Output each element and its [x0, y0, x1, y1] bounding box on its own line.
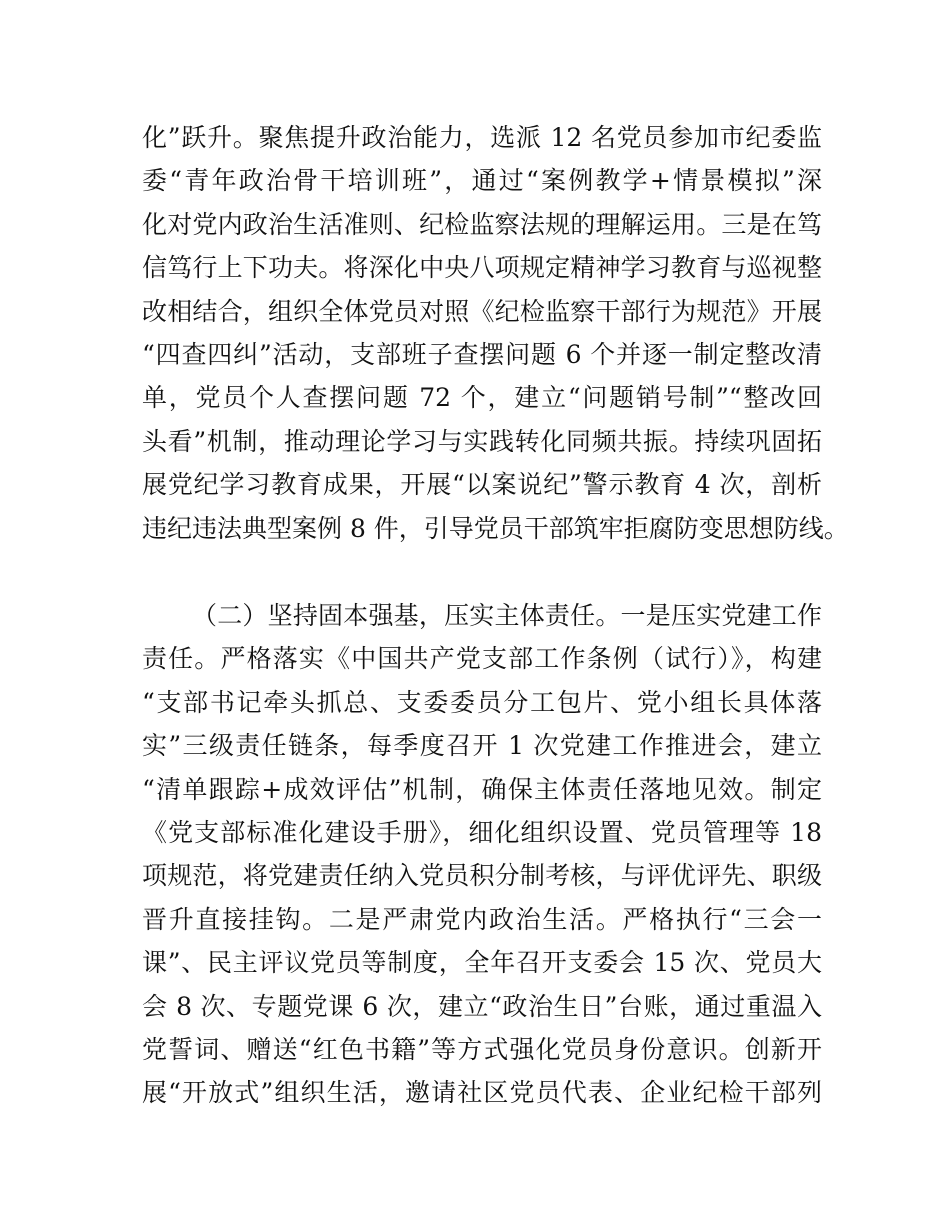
paragraph-line: 《党支部标准化建设手册》，细化组织设置、党员管理等 18: [142, 817, 822, 847]
paragraph-line: 头看”机制，推动理论学习与实践转化同频共振。持续巩固拓: [142, 426, 822, 456]
paragraph-line: 实”三级责任链条，每季度召开 1 次党建工作推进会，建立: [142, 731, 822, 761]
paragraph-line: 党誓词、赠送“红色书籍”等方式强化党员身份意识。创新开: [142, 1034, 822, 1064]
paragraph-line: 展党纪学习教育成果，开展“以案说纪”警示教育 4 次，剖析: [142, 470, 822, 500]
paragraph-line: 会 8 次、专题党课 6 次，建立“政治生日”台账，通过重温入: [142, 991, 822, 1021]
paragraph-2: [142, 594, 822, 1115]
paragraph-line: “清单跟踪+成效评估”机制，确保主体责任落地见效。制定: [142, 774, 822, 804]
paragraph-line: 违纪违法典型案例 8 件，引导党员干部筑牢拒腐防变思想防线。: [142, 513, 849, 543]
paragraph-line: 责任。严格落实《中国共产党支部工作条例（试行）》，构建: [142, 644, 822, 674]
paragraph-line: 改相结合，组织全体党员对照《纪检监察干部行为规范》开展: [142, 296, 822, 326]
paragraph-line: 单，党员个人查摆问题 72 个，建立“问题销号制”“整改回: [142, 383, 822, 413]
paragraph-line: 信笃行上下功夫。将深化中央八项规定精神学习教育与巡视整: [142, 253, 822, 283]
paragraph-line: “四查四纠”活动，支部班子查摆问题 6 个并逐一制定整改清: [142, 339, 822, 369]
paragraph-line: 化对党内政治生活准则、纪检监察法规的理解运用。三是在笃: [142, 209, 822, 239]
paragraph-1: [142, 116, 849, 550]
paragraph-line: 项规范，将党建责任纳入党员积分制考核，与评优评先、职级: [142, 861, 822, 891]
paragraph-line: 课”、民主评议党员等制度，全年召开支委会 15 次、党员大: [142, 948, 822, 978]
paragraph-line: 委“青年政治骨干培训班”，通过“案例教学+情景模拟”深: [142, 166, 822, 196]
paragraph-line: 展“开放式”组织生活，邀请社区党员代表、企业纪检干部列: [142, 1078, 822, 1108]
paragraph-line: 晋升直接挂钩。二是严肃党内政治生活。严格执行“三会一: [142, 904, 822, 934]
paragraph-line: 化”跃升。聚焦提升政治能力，选派 12 名党员参加市纪委监: [142, 123, 822, 152]
paragraph-line: （二）坚持固本强基，压实主体责任。一是压实党建工作: [192, 601, 822, 630]
paragraph-line: “支部书记牵头抓总、支委委员分工包片、党小组长具体落: [142, 687, 822, 717]
